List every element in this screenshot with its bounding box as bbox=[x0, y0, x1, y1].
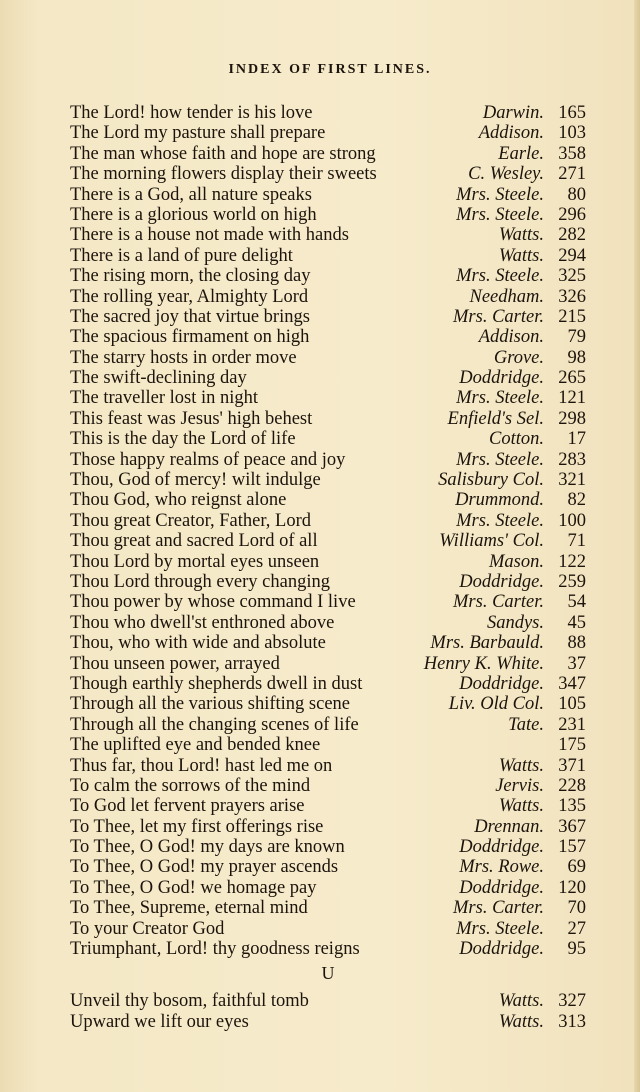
page-number: 358 bbox=[558, 143, 586, 164]
author: Needham. bbox=[469, 286, 544, 307]
page-number: 80 bbox=[567, 184, 586, 205]
author: Earle. bbox=[498, 143, 544, 164]
author: Sandys. bbox=[486, 612, 544, 633]
index-entry bbox=[70, 246, 586, 266]
author: Drummond. bbox=[455, 490, 544, 511]
first-line: The Lord my pasture shall prepare bbox=[70, 123, 326, 144]
author: Jervis. bbox=[495, 775, 544, 796]
author: Addison. bbox=[478, 123, 544, 144]
first-line: Those happy realms of peace and joy bbox=[70, 449, 346, 470]
page-number: 157 bbox=[558, 837, 586, 858]
author: Mrs. Carter. bbox=[453, 306, 544, 327]
index-entry bbox=[70, 287, 586, 307]
first-line: Thou, God of mercy! wilt indulge bbox=[70, 470, 321, 491]
first-line: The uplifted eye and bended knee bbox=[70, 735, 321, 756]
index-entry bbox=[70, 1012, 586, 1032]
page-edge bbox=[634, 0, 640, 1092]
author: Cotton. bbox=[489, 429, 544, 450]
author: Addison. bbox=[478, 327, 544, 348]
page-number: 313 bbox=[558, 1011, 586, 1032]
first-line: Through all the various shifting scene bbox=[70, 694, 351, 715]
first-line: To calm the sorrows of the mind bbox=[70, 775, 311, 796]
first-line: Thou, who with wide and absolute bbox=[70, 633, 326, 654]
author: Mrs. Steele. bbox=[456, 918, 544, 939]
page-number: 122 bbox=[558, 551, 586, 572]
index-entry bbox=[70, 633, 586, 653]
page-number: 88 bbox=[567, 633, 586, 654]
author: Darwin. bbox=[482, 103, 544, 123]
index-entry bbox=[70, 225, 586, 245]
author: Doddridge. bbox=[459, 837, 544, 858]
first-line: The morning flowers display their sweets bbox=[70, 164, 377, 185]
author: Watts. bbox=[498, 796, 544, 817]
first-line: Triumphant, Lord! thy goodness reigns bbox=[70, 939, 360, 960]
index-entry bbox=[70, 674, 586, 694]
index-entry bbox=[70, 735, 586, 755]
first-line: Thou Lord by mortal eyes unseen bbox=[70, 551, 320, 572]
author: Mason. bbox=[489, 551, 544, 572]
page-number: 82 bbox=[567, 490, 586, 511]
index-entry bbox=[70, 327, 586, 347]
first-line: To Thee, Supreme, eternal mind bbox=[70, 898, 308, 919]
index-entry bbox=[70, 756, 586, 776]
page-number: 54 bbox=[567, 592, 586, 613]
page-number: 215 bbox=[558, 306, 586, 327]
author: Doddridge. bbox=[459, 368, 544, 389]
page-number: 70 bbox=[567, 898, 586, 919]
page-number: 17 bbox=[567, 429, 586, 450]
index-entry bbox=[70, 368, 586, 388]
page-number: 45 bbox=[567, 612, 586, 633]
index-list bbox=[70, 103, 586, 1032]
author: Doddridge. bbox=[459, 877, 544, 898]
page-number: 265 bbox=[558, 368, 586, 389]
page-number: 105 bbox=[558, 694, 586, 715]
index-entry bbox=[70, 552, 586, 572]
first-line: There is a God, all nature speaks bbox=[70, 184, 312, 205]
page-header: INDEX OF FIRST LINES. bbox=[228, 62, 432, 77]
author: Mrs. Steele. bbox=[456, 204, 544, 225]
page-number: 103 bbox=[558, 123, 586, 144]
author: Mrs. Steele. bbox=[456, 184, 544, 205]
index-entry bbox=[70, 123, 586, 143]
first-line: The sacred joy that virtue brings bbox=[70, 306, 310, 327]
first-line: Through all the changing scenes of life bbox=[70, 714, 359, 735]
author: Watts. bbox=[498, 1011, 544, 1032]
author: Watts. bbox=[498, 991, 544, 1012]
index-entry bbox=[70, 409, 586, 429]
author: Mrs. Steele. bbox=[456, 510, 544, 531]
first-line: The traveller lost in night bbox=[70, 388, 259, 409]
section-heading-u: U bbox=[321, 963, 335, 984]
index-entry bbox=[70, 837, 586, 857]
page-number: 271 bbox=[558, 164, 586, 185]
index-entry bbox=[70, 817, 586, 837]
page-number: 283 bbox=[558, 449, 586, 470]
first-line: There is a glorious world on high bbox=[70, 204, 317, 225]
index-entry bbox=[70, 205, 586, 225]
index-entry bbox=[70, 348, 586, 368]
author: Mrs. Steele. bbox=[456, 449, 544, 470]
page-number: 100 bbox=[558, 510, 586, 531]
author: Grove. bbox=[493, 347, 544, 368]
first-line: Upward we lift our eyes bbox=[70, 1011, 249, 1032]
index-entry bbox=[70, 470, 586, 490]
author: Mrs. Steele. bbox=[456, 266, 544, 287]
author: Watts. bbox=[498, 225, 544, 246]
index-entry bbox=[70, 991, 586, 1011]
index-entry bbox=[70, 266, 586, 286]
first-line: Thou Lord through every changing bbox=[70, 571, 330, 592]
page-number: 69 bbox=[567, 857, 586, 878]
page-number: 95 bbox=[567, 939, 586, 960]
page-number: 71 bbox=[567, 531, 586, 552]
author: Williams' Col. bbox=[439, 531, 544, 552]
author: Mrs. Rowe. bbox=[459, 857, 544, 878]
author: Enfield's Sel. bbox=[447, 408, 544, 429]
index-entry bbox=[70, 490, 586, 510]
entries-t bbox=[70, 103, 586, 959]
page-number: 165 bbox=[558, 103, 586, 123]
page-number: 135 bbox=[558, 796, 586, 817]
index-entry bbox=[70, 919, 586, 939]
first-line: Thou who dwell'st enthroned above bbox=[70, 612, 335, 633]
index-entry bbox=[70, 796, 586, 816]
index-entry bbox=[70, 613, 586, 633]
author: Tate. bbox=[508, 714, 544, 735]
first-line: The rising morn, the closing day bbox=[70, 266, 311, 287]
entries-u bbox=[70, 991, 586, 1032]
author: Liv. Old Col. bbox=[448, 694, 544, 715]
first-line: Thou great Creator, Father, Lord bbox=[70, 510, 311, 531]
index-entry bbox=[70, 592, 586, 612]
author: Doddridge. bbox=[459, 939, 544, 960]
first-line: The Lord! how tender is his love bbox=[70, 103, 313, 123]
first-line: There is a house not made with hands bbox=[70, 225, 349, 246]
page-number: 175 bbox=[558, 735, 586, 756]
page-number: 228 bbox=[558, 775, 586, 796]
page-number: 259 bbox=[558, 571, 586, 592]
first-line: Thou unseen power, arrayed bbox=[70, 653, 280, 674]
first-line: The man whose faith and hope are strong bbox=[70, 143, 376, 164]
author: Mrs. Carter. bbox=[453, 592, 544, 613]
index-entry bbox=[70, 939, 586, 959]
page-number: 121 bbox=[558, 388, 586, 409]
author: Mrs. Carter. bbox=[453, 898, 544, 919]
page-number: 327 bbox=[558, 991, 586, 1012]
author: Watts. bbox=[498, 245, 544, 266]
index-entry bbox=[70, 898, 586, 918]
first-line: To Thee, O God! my days are known bbox=[70, 837, 345, 858]
author: Henry K. White. bbox=[423, 653, 544, 674]
first-line: Thou power by whose command I live bbox=[70, 592, 356, 613]
page-number: 326 bbox=[558, 286, 586, 307]
page-number: 120 bbox=[558, 877, 586, 898]
index-entry bbox=[70, 388, 586, 408]
page-number: 79 bbox=[567, 327, 586, 348]
first-line: Unveil thy bosom, faithful tomb bbox=[70, 991, 309, 1012]
first-line: Thou God, who reignst alone bbox=[70, 490, 287, 511]
page-number: 298 bbox=[558, 408, 586, 429]
first-line: The rolling year, Almighty Lord bbox=[70, 286, 309, 307]
page-number: 325 bbox=[558, 266, 586, 287]
index-entry bbox=[70, 715, 586, 735]
first-line: Thus far, thou Lord! hast led me on bbox=[70, 755, 333, 776]
page-number: 37 bbox=[567, 653, 586, 674]
index-entry bbox=[70, 857, 586, 877]
author: Drennan. bbox=[474, 816, 544, 837]
author: C. Wesley. bbox=[468, 164, 544, 185]
author: Mrs. Steele. bbox=[456, 388, 544, 409]
first-line: To God let fervent prayers arise bbox=[70, 796, 305, 817]
first-line: Thou great and sacred Lord of all bbox=[70, 531, 318, 552]
index-entry bbox=[70, 103, 586, 123]
index-entry bbox=[70, 144, 586, 164]
index-entry bbox=[70, 776, 586, 796]
page-number: 231 bbox=[558, 714, 586, 735]
index-entry bbox=[70, 164, 586, 184]
first-line: To your Creator God bbox=[70, 918, 225, 939]
first-line: To Thee, O God! my prayer ascends bbox=[70, 857, 339, 878]
first-line: The swift-declining day bbox=[70, 368, 247, 389]
first-line: The spacious firmament on high bbox=[70, 327, 310, 348]
first-line: This is the day the Lord of life bbox=[70, 429, 296, 450]
index-entry bbox=[70, 654, 586, 674]
page-number: 371 bbox=[558, 755, 586, 776]
index-entry bbox=[70, 307, 586, 327]
index-entry bbox=[70, 185, 586, 205]
page-number: 347 bbox=[558, 673, 586, 694]
page-number: 98 bbox=[567, 347, 586, 368]
author: Doddridge. bbox=[459, 571, 544, 592]
first-line: The starry hosts in order move bbox=[70, 347, 297, 368]
index-entry bbox=[70, 511, 586, 531]
page-number: 27 bbox=[567, 918, 586, 939]
index-entry bbox=[70, 450, 586, 470]
index-entry bbox=[70, 429, 586, 449]
first-line: This feast was Jesus' high behest bbox=[70, 408, 313, 429]
first-line: Though earthly shepherds dwell in dust bbox=[70, 673, 363, 694]
index-entry bbox=[70, 572, 586, 592]
author: Watts. bbox=[498, 755, 544, 776]
index-entry bbox=[70, 531, 586, 551]
page-number: 321 bbox=[558, 470, 586, 491]
page-number: 296 bbox=[558, 204, 586, 225]
page-number: 294 bbox=[558, 245, 586, 266]
author: Mrs. Barbauld. bbox=[430, 633, 544, 654]
author: Doddridge. bbox=[459, 673, 544, 694]
index-entry bbox=[70, 694, 586, 714]
first-line: There is a land of pure delight bbox=[70, 245, 293, 266]
index-entry bbox=[70, 878, 586, 898]
first-line: To Thee, O God! we homage pay bbox=[70, 877, 317, 898]
author: Salisbury Col. bbox=[438, 470, 544, 491]
first-line: To Thee, let my first offerings rise bbox=[70, 816, 324, 837]
page-number: 367 bbox=[558, 816, 586, 837]
page-number: 282 bbox=[558, 225, 586, 246]
